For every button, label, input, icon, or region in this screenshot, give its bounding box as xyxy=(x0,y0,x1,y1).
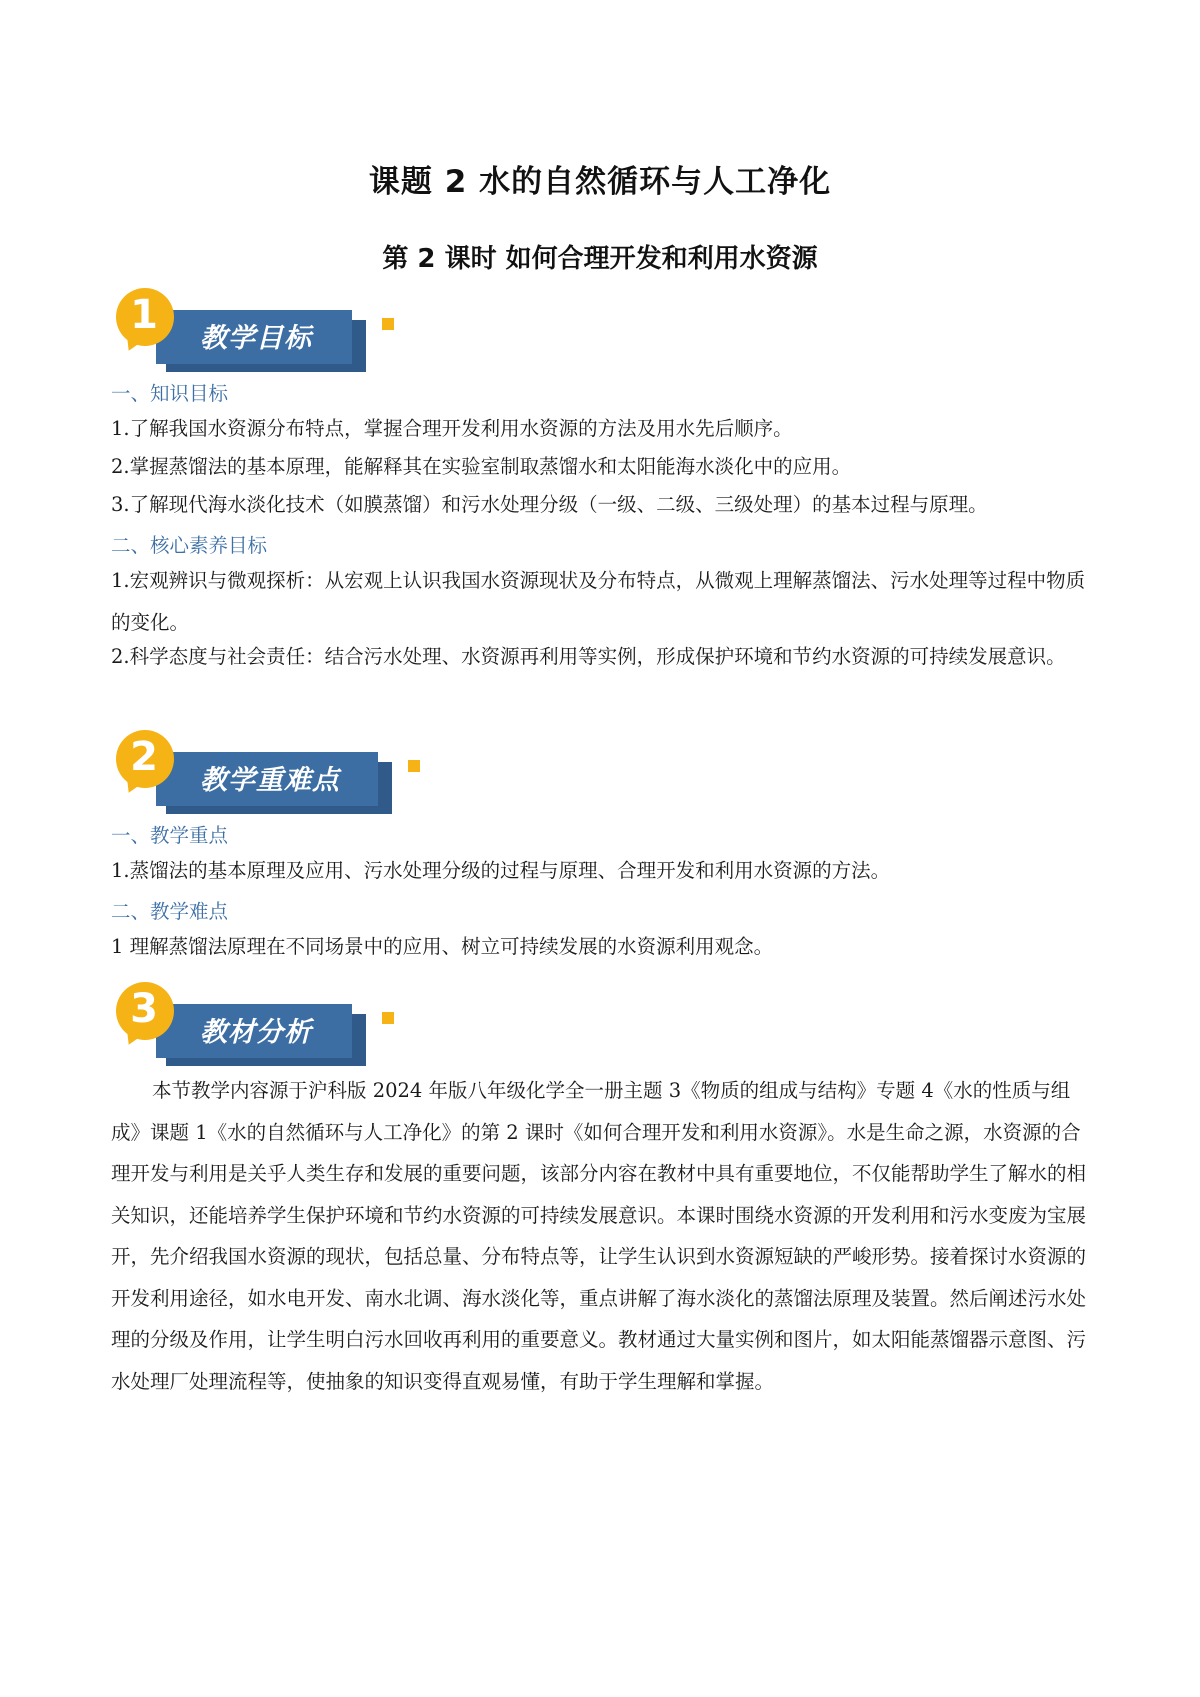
subheading: 一、知识目标 xyxy=(111,382,229,405)
section-number: 1 xyxy=(130,292,158,338)
badge-square-icon xyxy=(382,1012,394,1024)
section-badge-3 xyxy=(116,982,406,1060)
analysis-paragraph: 本节教学内容源于沪科版 2024 年版八年级化学全一册主题 3《物质的组成与结构》专题 4《水的性质与组成》课题 1《水的自然循环与人工净化》的第 2 课时《如何合理开发和利用水资源》。水是生命之源，水资源的合理开发与利用是关乎人类生存和发展的重要问题，该部分内容在教材中具有重要地位，不仅能帮助学生了解水的相关知识，还能培养学生保护环境和节约水资源的可持续发展意识。本课时围绕水资源的开发利用和污水变废为宝展开，先介绍我国水资源的现状，包括总量、分布特点等，让学生认识到水资源短缺的严峻形势。接着探讨水资源的开发利用途径，如水电开发、南水北调、海水淡化等，重点讲解了海水淡化的蒸馏法原理及装置。然后阐述污水处理的分级及作用，让学生明白污水回收再利用的重要意义。教材通过大量实例和图片，如太阳能蒸馏器示意图、污水处理厂处理流程等，使抽象的知识变得直观易懂，有助于学生理解和掌握。 xyxy=(111,1079,1087,1393)
subheading: 二、教学难点 xyxy=(111,900,229,923)
section-badge-2 xyxy=(116,730,406,808)
list-item: 1 理解蒸馏法原理在不同场景中的应用、树立可持续发展的水资源利用观念。 xyxy=(111,935,774,958)
page-title: 课题 2 水的自然循环与人工净化 xyxy=(368,164,832,200)
list-item: 3.了解现代海水淡化技术（如膜蒸馏）和污水处理分级（一级、二级、三级处理）的基本过程与原理。 xyxy=(111,493,988,516)
badge-square-icon xyxy=(382,318,394,330)
section-number: 3 xyxy=(130,986,158,1032)
list-item: 1.宏观辨识与微观探析：从宏观上认识我国水资源现状及分布特点，从微观上理解蒸馏法、污水处理等过程中物质的变化。 xyxy=(111,569,1086,634)
page-subtitle: 第 2 课时 如何合理开发和利用水资源 xyxy=(382,244,818,274)
section-label: 教学重难点 xyxy=(200,765,340,796)
badge-square-icon xyxy=(408,760,420,772)
section-number: 2 xyxy=(130,734,158,780)
section-badge-1 xyxy=(116,288,406,366)
subheading: 二、核心素养目标 xyxy=(111,534,268,557)
section-label: 教材分析 xyxy=(200,1017,312,1048)
subheading: 一、教学重点 xyxy=(111,824,229,847)
list-item: 1.蒸馏法的基本原理及应用、污水处理分级的过程与原理、合理开发和利用水资源的方法。 xyxy=(111,859,891,882)
list-item: 2.掌握蒸馏法的基本原理，能解释其在实验室制取蒸馏水和太阳能海水淡化中的应用。 xyxy=(111,455,852,478)
list-item: 1.了解我国水资源分布特点，掌握合理开发利用水资源的方法及用水先后顺序。 xyxy=(111,417,793,440)
section-label: 教学目标 xyxy=(200,323,312,354)
list-item: 2.科学态度与社会责任：结合污水处理、水资源再利用等实例，形成保护环境和节约水资源的可持续发展意识。 xyxy=(111,645,1066,668)
